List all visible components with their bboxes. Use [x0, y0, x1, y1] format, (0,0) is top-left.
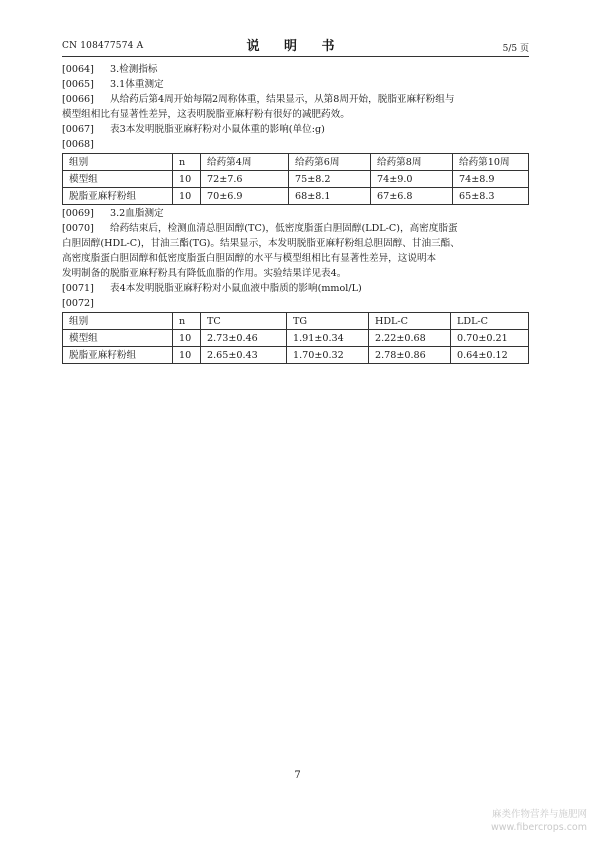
paragraph-number: [0069] [62, 208, 94, 219]
paragraph-number: [0066] [62, 94, 94, 105]
table-cell: 10 [173, 171, 201, 188]
table-header-cell: n [173, 313, 201, 330]
table-cell: 74±8.9 [453, 171, 529, 188]
paragraph-text: 3.2血脂测定 [110, 208, 164, 219]
table-cell: 0.70±0.21 [451, 330, 529, 347]
table-header-cell: 给药第10周 [453, 154, 529, 171]
paragraph-number: [0071] [62, 283, 94, 294]
paragraph-0068 [62, 137, 529, 152]
table-cell: 0.64±0.12 [451, 347, 529, 364]
table-row [63, 330, 529, 347]
paragraph-continuation: 发明制备的脱脂亚麻籽粉具有降低血脂的作用。实验结果详见表4。 [62, 268, 347, 279]
watermark-url: www.fibercrops.com [490, 822, 587, 833]
table-cell: 72±7.6 [201, 171, 289, 188]
paragraph-text: 给药结束后，检测血清总胆固醇(TC)，低密度脂蛋白胆固醇(LDL-C)，高密度脂蛋 [110, 223, 458, 234]
table-cell: 65±8.3 [453, 188, 529, 205]
table-cell: 2.22±0.68 [369, 330, 451, 347]
table-header-cell: n [173, 154, 201, 171]
table-header-cell: 组别 [63, 313, 173, 330]
table-cell: 1.70±0.32 [287, 347, 369, 364]
table-header-row [63, 154, 529, 171]
table-cell: 2.65±0.43 [201, 347, 287, 364]
paragraph-number: [0065] [62, 79, 94, 90]
table-cell: 68±8.1 [289, 188, 371, 205]
table-cell: 模型组 [63, 171, 173, 188]
paragraph-continuation: 高密度脂蛋白胆固醇和低密度脂蛋白胆固醇的水平与模型组相比有显著性差异，这说明本 [62, 253, 437, 264]
paragraph-continuation: 白胆固醇(HDL-C)，甘油三酯(TG)。结果显示，本发明脱脂亚麻籽粉组总胆固醇、甘油三酯、 [62, 238, 460, 249]
table-row [63, 347, 529, 364]
paragraph-text: 3.检测指标 [110, 64, 158, 75]
paragraph-number: [0064] [62, 64, 94, 75]
table-cell: 脱脂亚麻籽粉组 [63, 347, 173, 364]
paragraph-text: 3.1体重测定 [110, 79, 164, 90]
table-header-cell: 给药第8周 [371, 154, 453, 171]
table-header-cell: 给药第4周 [201, 154, 289, 171]
table-cell: 10 [173, 188, 201, 205]
table-row [63, 188, 529, 205]
table-cell: 10 [173, 347, 201, 364]
table-header-cell: TG [287, 313, 369, 330]
table-caption: 表3本发明脱脂亚麻籽粉对小鼠体重的影响(单位:g) [110, 124, 325, 135]
paragraph-0072 [62, 296, 529, 311]
document-body [62, 62, 529, 365]
table-cell: 1.91±0.34 [287, 330, 369, 347]
table-cell: 2.78±0.86 [369, 347, 451, 364]
paragraph-number: [0070] [62, 223, 94, 234]
paragraph-0064 [62, 62, 529, 77]
table-cell: 脱脂亚麻籽粉组 [63, 188, 173, 205]
paragraph-continuation: 模型组相比有显著性差异，这表明脱脂亚麻籽粉有很好的减肥药效。 [62, 109, 350, 120]
paragraph-number: [0072] [62, 298, 94, 309]
paragraph-number: [0068] [62, 139, 94, 150]
page-indicator: 5/5 页 [502, 44, 529, 54]
document-id: CN 108477574 A [62, 41, 144, 51]
paragraph-0070 [62, 221, 529, 236]
table-row [63, 171, 529, 188]
watermark-site-name: 麻类作物营养与施肥网 [491, 809, 587, 820]
paragraph-0067 [62, 122, 529, 137]
table-cell: 10 [173, 330, 201, 347]
paragraph-0065 [62, 77, 529, 92]
paragraph-0066 [62, 92, 529, 107]
page-header [62, 34, 529, 57]
table-blood-lipids [62, 312, 529, 364]
table-cell: 67±6.8 [371, 188, 453, 205]
table-header-row [63, 313, 529, 330]
paragraph-text: 从给药后第4周开始每隔2周称体重，结果显示，从第8周开始，脱脂亚麻籽粉组与 [110, 94, 455, 105]
paragraph-0071 [62, 281, 529, 296]
table-header-cell: 组别 [63, 154, 173, 171]
paragraph-number: [0067] [62, 124, 94, 135]
table-cell: 74±9.0 [371, 171, 453, 188]
table-cell: 75±8.2 [289, 171, 371, 188]
table-header-cell: HDL-C [369, 313, 451, 330]
table-cell: 70±6.9 [201, 188, 289, 205]
table-cell: 2.73±0.46 [201, 330, 287, 347]
table-header-cell: TC [201, 313, 287, 330]
document-title: 说 明 书 [246, 39, 345, 54]
table-caption: 表4本发明脱脂亚麻籽粉对小鼠血液中脂质的影响(mmol/L) [110, 283, 362, 294]
table-header-cell: 给药第6周 [289, 154, 371, 171]
table-header-cell: LDL-C [451, 313, 529, 330]
page-number: 7 [294, 770, 301, 781]
paragraph-0069 [62, 206, 529, 221]
table-body-weight [62, 153, 529, 205]
watermark [491, 808, 587, 834]
table-cell: 模型组 [63, 330, 173, 347]
